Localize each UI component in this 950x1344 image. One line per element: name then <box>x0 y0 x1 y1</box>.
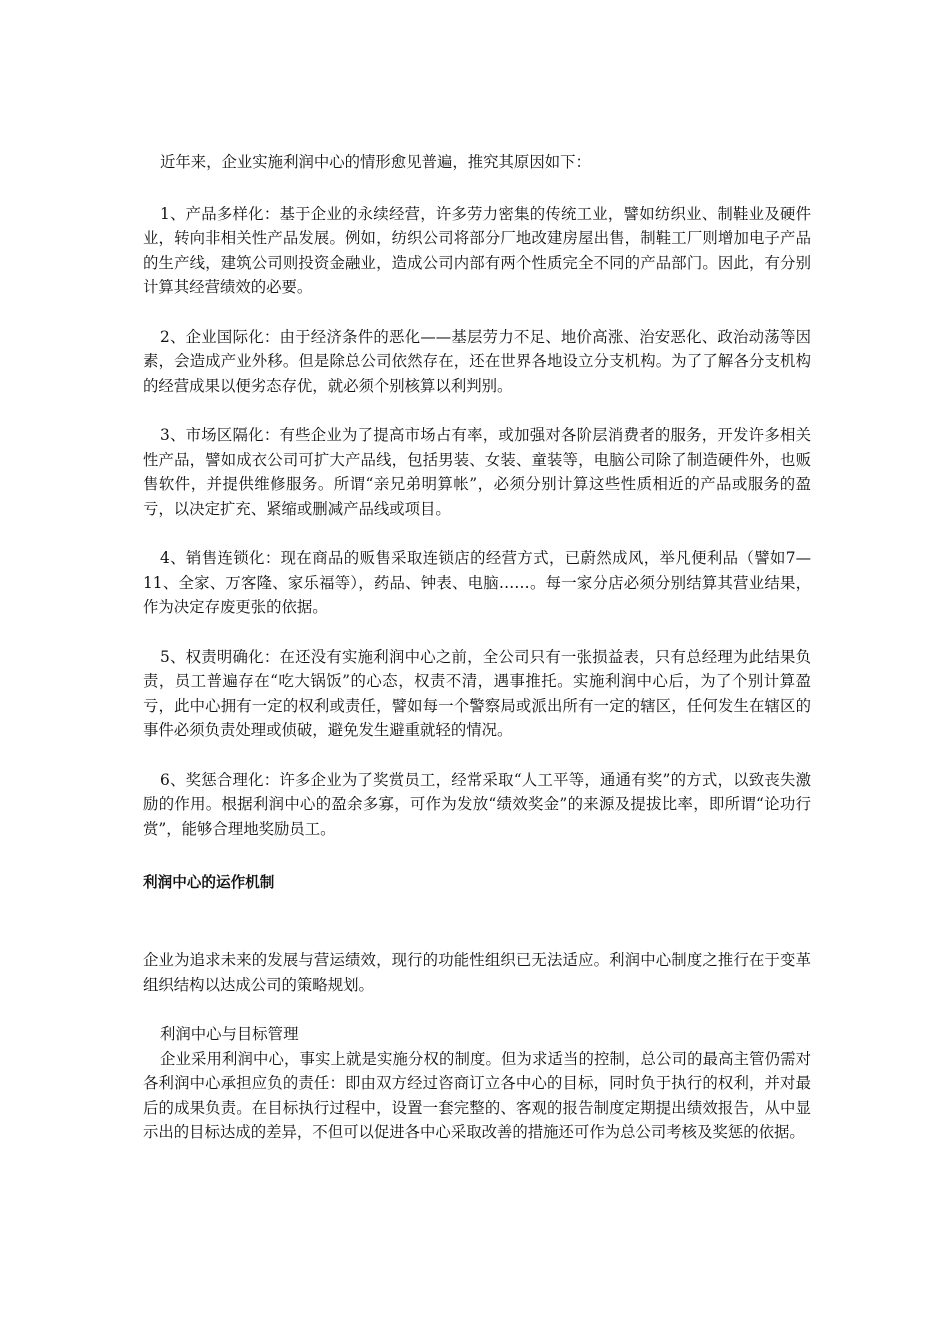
sub-paragraph: 企业采用利润中心，事实上就是实施分权的制度。但为求适当的控制，总公司的最高主管仍需对各利润中心承担应负的责任：即由双方经过咨商订立各中心的目标，同时负于执行的权利，并对最后的成果负责。在目标执行过程中，设置一套完整的、客观的报告制度定期提出绩效报告，从中显示出的目标达成的差异，不但可以促进各中心采取改善的措施还可作为总公司考核及奖惩的依据。 <box>143 1049 811 1141</box>
subheading: 利润中心与目标管理 <box>159 1025 299 1043</box>
document-body <box>143 150 811 1145</box>
section-intro-paragraph: 企业为追求未来的发展与营运绩效，现行的功能性组织已无法适应。利润中心制度之推行在于变革组织结构以达成公司的策略规划。 <box>143 951 811 994</box>
reason-paragraph-4: 4、销售连锁化：现在商品的贩售采取连锁店的经营方式，已蔚然成风，举凡便利品（譬如7—11、全家、万客隆、家乐福等），药品、钟表、电脑……。每一家分店必须分别结算其营业结果，作为决定存废更张的依据。 <box>143 549 811 616</box>
reason-paragraph-5: 5、权责明确化：在还没有实施利润中心之前，全公司只有一张损益表，只有总经理为此结果负责，员工普遍存在“吃大锅饭”的心态，权责不清，遇事推托。实施利润中心后，为了个别计算盈亏，此中心拥有一定的权利或责任，譬如每一个警察局或派出所有一定的辖区，任何发生在辖区的事件必须负责处理或侦破，避免发生避重就轻的情况。 <box>143 647 811 739</box>
section-heading: 利润中心的运作机制 <box>143 874 275 891</box>
intro-paragraph: 近年来，企业实施利润中心的情形愈见普遍，推究其原因如下： <box>159 153 591 171</box>
reason-paragraph-1: 1、产品多样化：基于企业的永续经营，许多劳力密集的传统工业，譬如纺织业、制鞋业及硬件业，转向非相关性产品发展。例如，纺织公司将部分厂地改建房屋出售，制鞋工厂则增加电子产品的生产线，建筑公司则投资金融业，造成公司内部有两个性质完全不同的产品部门。因此，有分别计算其经营绩效的必要。 <box>143 204 811 296</box>
reason-paragraph-2: 2、企业国际化：由于经济条件的恶化——基层劳力不足、地价高涨、治安恶化、政治动荡等因素，会造成产业外移。但是除总公司依然存在，还在世界各地设立分支机构。为了了解各分支机构的经营成果以便劣态存优，就必须个别核算以利判别。 <box>143 327 811 395</box>
reason-paragraph-6: 6、奖惩合理化：许多企业为了奖赏员工，经常采取“人工平等，通通有奖”的方式，以致丧失激励的作用。根据利润中心的盈余多寡，可作为发放“绩效奖金”的来源及提拔比率，即所谓“论功行赏”，能够合理地奖励员工。 <box>143 770 811 838</box>
reason-paragraph-3: 3、市场区隔化：有些企业为了提高市场占有率，或加强对各阶层消费者的服务，开发许多相关性产品，譬如成衣公司可扩大产品线，包括男装、女装、童装等，电脑公司除了制造硬件外，也贩售软件，并提供维修服务。所谓“亲兄弟明算帐”，必须分别计算这些性质相近的产品或服务的盈亏，以决定扩充、紧缩或删减产品线或项目。 <box>143 426 811 518</box>
